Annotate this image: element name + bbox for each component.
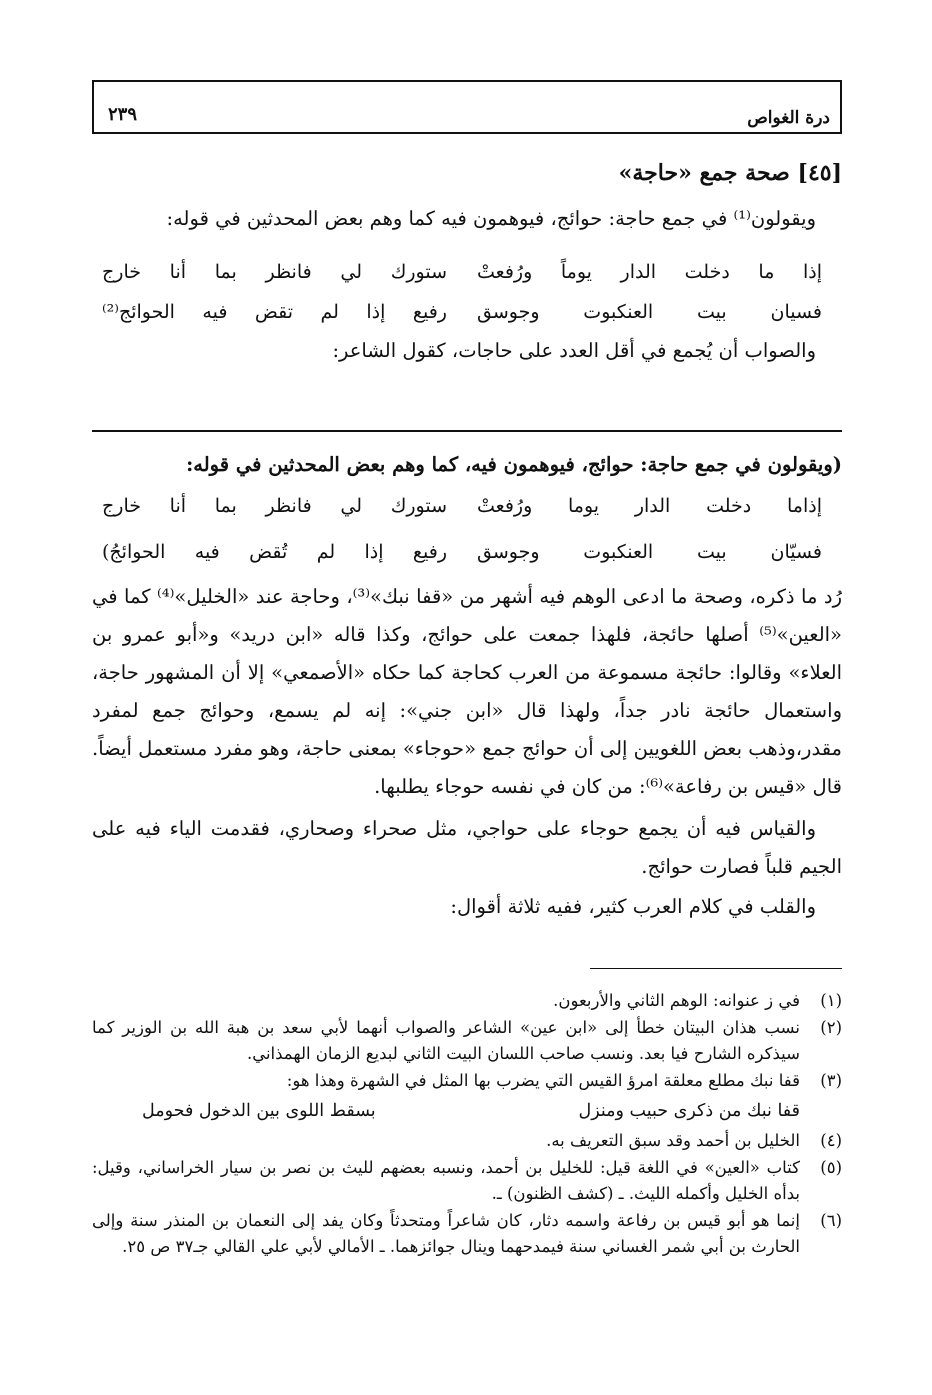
footnote-rule <box>590 968 842 969</box>
verse-line <box>92 486 842 526</box>
sharh-paragraph: والقلب في كلام العرب كثير، ففيه ثلاثة أقوال: <box>450 895 816 918</box>
verse-hemistich-left: رفيع إذا لم تُقض فيه الحوائجُ) <box>102 541 447 563</box>
footnote-number: (٣) <box>820 1070 842 1090</box>
page-number: ٢٣٩ <box>108 104 138 125</box>
matn-verses <box>92 252 842 332</box>
footnote <box>92 1155 842 1208</box>
verse-hemistich-right: إذاما دخلت الدار يوما ورُفعتْ <box>477 495 822 517</box>
verse-hemistich-left: ستورك لي فانظر بما أنا خارج <box>102 495 447 517</box>
verse-line <box>92 292 842 332</box>
matn-closing: والصواب أن يُجمع في أقل العدد على حاجات، كقول الشاعر: <box>332 339 816 362</box>
footnote <box>92 1128 842 1155</box>
verse-line <box>92 532 842 572</box>
footnote-text: كتاب «العين» في اللغة قيل: للخليل بن أحمد، ونسبه بعضهم لليث بن نصر بن سيار الخراساني، وقيل: بدأه الخليل وأكمله الليث. ـ (كشف الظنون) ـ. <box>92 1157 800 1203</box>
footnote-number: (٢) <box>820 1017 842 1037</box>
verse-line <box>92 252 842 292</box>
sharh-verses <box>92 486 842 572</box>
page-header <box>92 80 842 134</box>
verse-hemistich-left: بسقط اللوى بين الدخول فحومل <box>142 1101 376 1121</box>
running-title: درة الغواص <box>747 108 830 128</box>
footnote <box>92 1208 842 1261</box>
footnote-text: نسب هذان البيتان خطأ إلى «ابن عين» الشاعر والصواب أنهما لأبي سعد بن هبة الله بن الوزير كما سيذكره الشارح فيا بعد. ونسب صاحب اللسان البيت الثاني لبديع الزمان الهمذاني. <box>92 1017 800 1063</box>
section-heading: [٤٥] صحة جمع «حاجة» <box>618 160 842 186</box>
footnote <box>92 1015 842 1068</box>
footnote <box>92 1068 842 1095</box>
footnote-number: (٤) <box>820 1131 842 1150</box>
footnote-verse <box>92 1094 800 1128</box>
verse-hemistich-left: ستورك لي فانظر بما أنا خارج <box>102 261 447 283</box>
verse-hemistich-left: رفيع إذا لم تقض فيه الحوائج⁽²⁾ <box>102 301 447 323</box>
matn-block <box>92 200 842 370</box>
footnote-text: إنما هو أبو قيس بن رفاعة واسمه دثار، كان شاعراً ومتحدثاً وكان يفد إلى النعمان بن المنذر سنة وإلى الحارث بن أبي شمر الغساني سنة فيمدحهما وينال جوائزهما. ـ الأمالي لأبي علي القالي جـ٣٧ ص ٢٥. <box>92 1210 800 1256</box>
matn-intro: ويقولون⁽¹⁾ في جمع حاجة: حوائج، فيوهمون فيه كما وهم بعض المحدثين في قوله: <box>166 207 816 230</box>
sharh-block <box>92 446 842 926</box>
verse-hemistich-right: إذا ما دخلت الدار يوماً ورُفعتْ <box>477 261 822 283</box>
verse-hemistich-right: قفا نبك من ذكرى حبيب ومنزل <box>578 1101 800 1121</box>
footnotes <box>92 988 842 1261</box>
verse-hemistich-right: فسيّان بيت العنكبوت وجوسق <box>477 541 822 563</box>
footnote-text: في ز عنوانه: الوهم الثاني والأربعون. <box>553 991 800 1010</box>
sharh-paragraph: رُد ما ذكره، وصحة ما ادعى الوهم فيه أشهر من «قفا نبك»⁽³⁾، وحاجة عند «الخليل»⁽⁴⁾ كما في «العين»⁽⁵⁾ أصلها حائجة، فلهذا جمعت على حوائج، وكذا قاله «ابن دريد» و«أبو عمرو بن العلاء» وقالوا: حائجة مسموعة من العرب كحاجة كما حكاه «الأصمعي» إلا أن المشهور حاجة، واستعمال حائجة نادر جداً، ولهذا قال «ابن جني»: إنه لم يسمع، وحوائج جمع لمفرد مقدر،وذهب بعض اللغويين إلى أن حوائج جمع «حوجاء» بمعنى حاجة، وهو مفرد مستعمل أيضاً. قال «قيس بن رفاعة»⁽⁶⁾: من كان في نفسه حوجاء يطلبها. <box>92 585 842 798</box>
footnote-text: قفا نبك مطلع معلقة امرؤ القيس التي يضرب بها المثل في الشهرة وهذا هو: <box>286 1070 800 1090</box>
section-divider <box>92 430 842 432</box>
verse-hemistich-right: فسيان بيت العنكبوت وجوسق <box>477 301 822 323</box>
footnote-text: الخليل بن أحمد وقد سبق التعريف به. <box>546 1131 800 1150</box>
sharh-paragraph: والقياس فيه أن يجمع حوجاء على حواجي، مثل صحراء وصحاري، فقدمت الياء فيه على الجيم قلباً فصارت حوائج. <box>92 817 842 878</box>
footnote <box>92 988 842 1015</box>
footnote-number: (٦) <box>820 1210 842 1230</box>
footnote-number: (٥) <box>820 1157 842 1177</box>
footnote-number: (١) <box>820 991 842 1010</box>
sharh-quote: (ويقولون في جمع حاجة: حوائج، فيوهمون فيه، كما وهم بعض المحدثين في قوله: <box>186 453 842 476</box>
